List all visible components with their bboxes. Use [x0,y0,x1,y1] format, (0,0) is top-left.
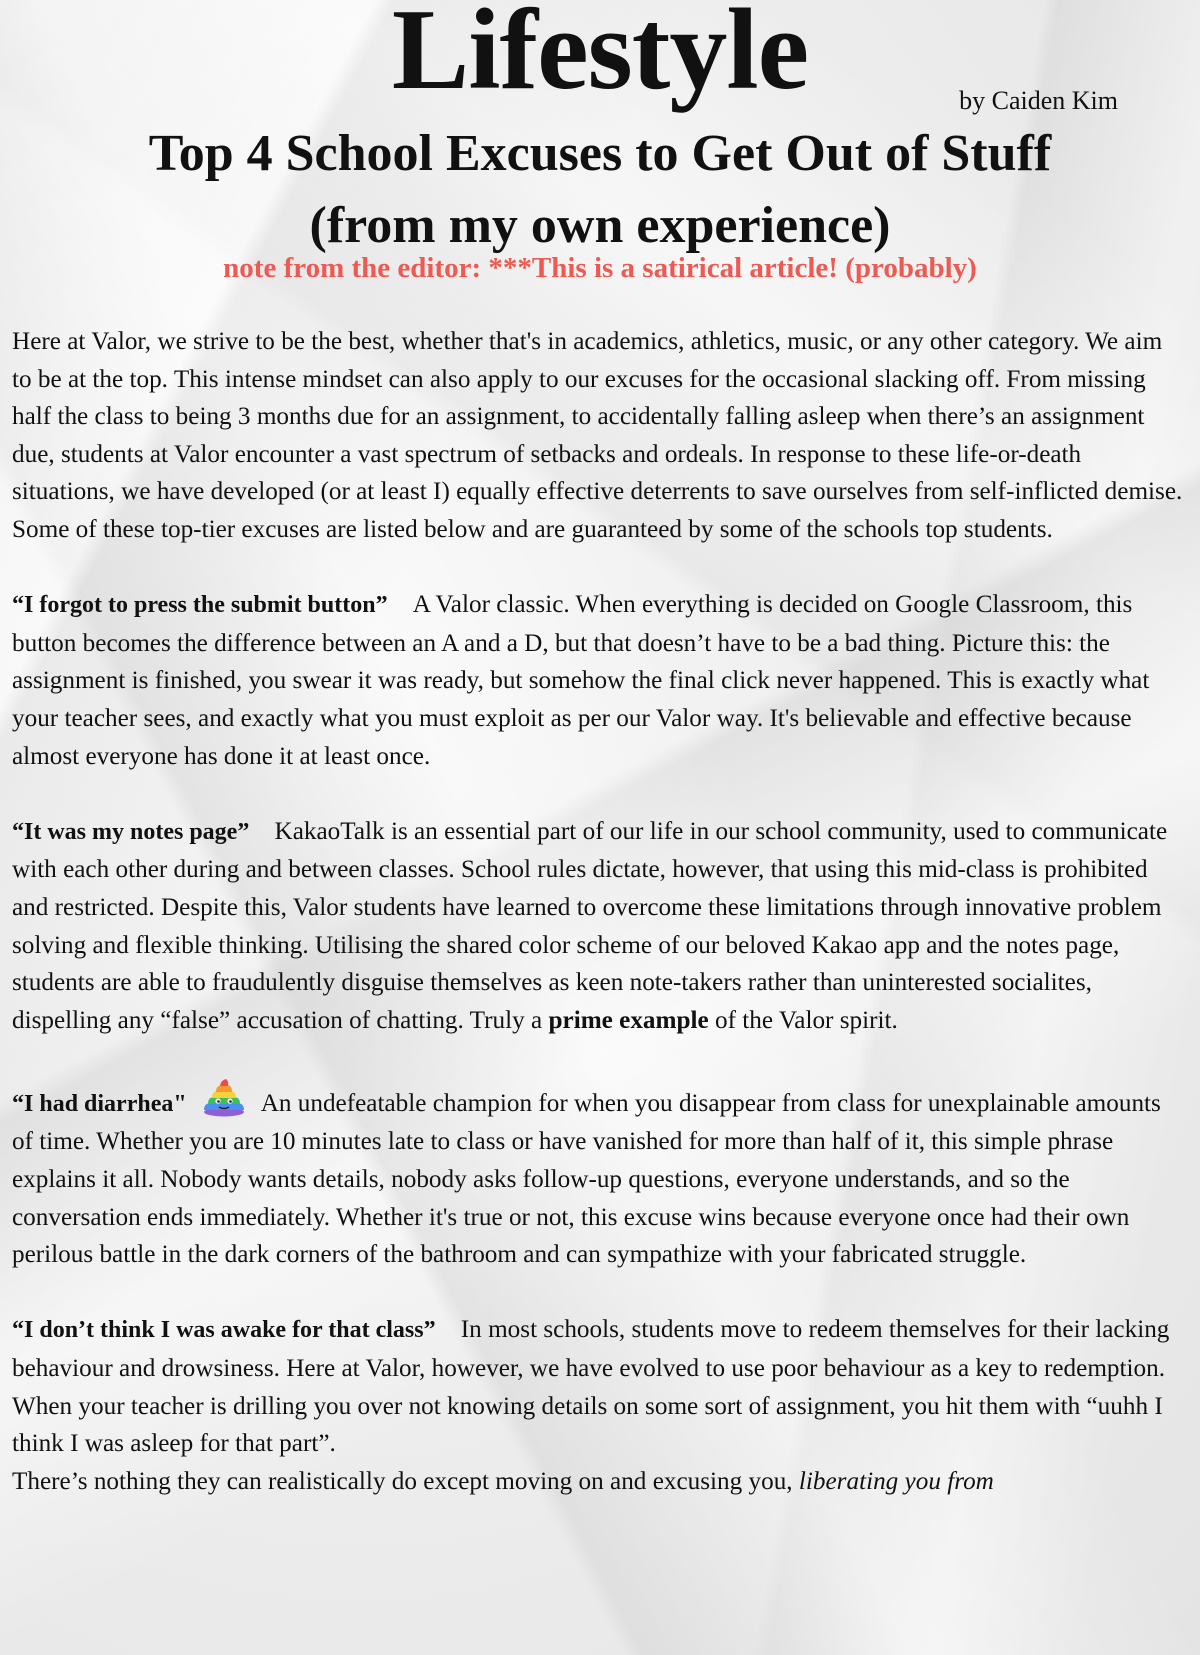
headline-line-2: (from my own experience) [309,197,891,254]
excuse-paragraph-1 [12,586,1188,775]
excuse-text-2-end: of the Valor spirit. [708,1006,898,1034]
intro-paragraph: Here at Valor, we strive to be the best, whether that's in academics, athletics, music, or any other category. We aim to be at the top. This intense mindset can also apply to our excuses for the occasional slacking off. From missing half the class to being 3 months due for an assignment, to accidentally falling asleep when there’s an assignment due, students at Valor encounter a vast spectrum of setbacks and ordeals. In response to these life-or-death situations, we have developed (or at least I) equally effective deterrents to save ourselves from self-inflicted demise. Some of these top-tier excuses are listed below and are guaranteed by some of the schools top students. [12,328,1183,543]
excuse-title-3: “I had diarrhea" [12,1090,187,1117]
article-body [12,323,1188,1538]
excuse-text-3: An undefeatable champion for when you disappear from class for unexplainable amounts of time. Whether you are 10 minutes late to class or have vanished for more than half of it, this simple phrase explains it all. Nobody wants details, nobody asks follow-up questions, everyone understands, and so the conversation ends immediately. Whether it's true or not, this excuse wins because everyone once had their own perilous battle in the dark corners of the bathroom and can sympathize with your fabricated struggle. [12,1089,1161,1269]
rainbow-poop-icon [201,1077,247,1117]
excuse-title-4: “I don’t think I was awake for that class” [12,1317,436,1344]
editor-note: note from the editor: ***This is a satirical article! (probably) [223,252,977,284]
excuse-text-1: A Valor classic. When everything is decided on Google Classroom, this button becomes the difference between an A and a D, but that doesn’t have to be a bad thing. Picture this: the assignment is finished, you swear it was ready, but somehow the final click never happened. This is exactly what your teacher sees, and exactly what you must exploit as per our Valor way. It's believable and effective because almost everyone has done it at least once. [12,591,1150,770]
excuse-text-2-emphasis: prime example [548,1006,709,1034]
article-headline [0,118,1200,262]
excuse-paragraph-3 [12,1077,1188,1274]
excuse-paragraph-4 [12,1311,1188,1500]
excuse-title-2: “It was my notes page” [12,818,250,845]
excuse-text-2: KakaoTalk is an essential part of our life in our school community, used to communicate with each other during and between classes. School rules dictate, however, that using this mid-class is prohibited and restricted. Despite this, Valor students have learned to overcome these limitations through innovative problem solving and flexible thinking. Utilising the shared color scheme of our beloved Kakao app and the notes page, students are able to fraudulently disguise themselves as keen note-takers rather than uninterested socialites, dispelling any “false” accusation of chatting. Truly a [12,817,1168,1034]
excuse-text-4: In most schools, students move to redeem themselves for their lacking behaviour and drowsiness. Here at Valor, however, we have evolved to use poor behaviour as a key to redemption. When your teacher is drilling you over not knowing details on some sort of assignment, you hit them with “uuhh I think I was asleep for that part”. [12,1316,1170,1458]
section-masthead: Lifestyle [391,0,809,114]
excuse-paragraph-2 [12,813,1188,1040]
excuse-text-4-italic: liberating you from [798,1467,994,1495]
excuse-text-4-line2: There’s nothing they can realistically do except moving on and excusing you, [12,1467,799,1495]
excuse-title-1: “I forgot to press the submit button” [12,592,388,619]
headline-line-1: Top 4 School Excuses to Get Out of Stuff [148,125,1052,182]
author-byline: by Caiden Kim [959,86,1118,115]
